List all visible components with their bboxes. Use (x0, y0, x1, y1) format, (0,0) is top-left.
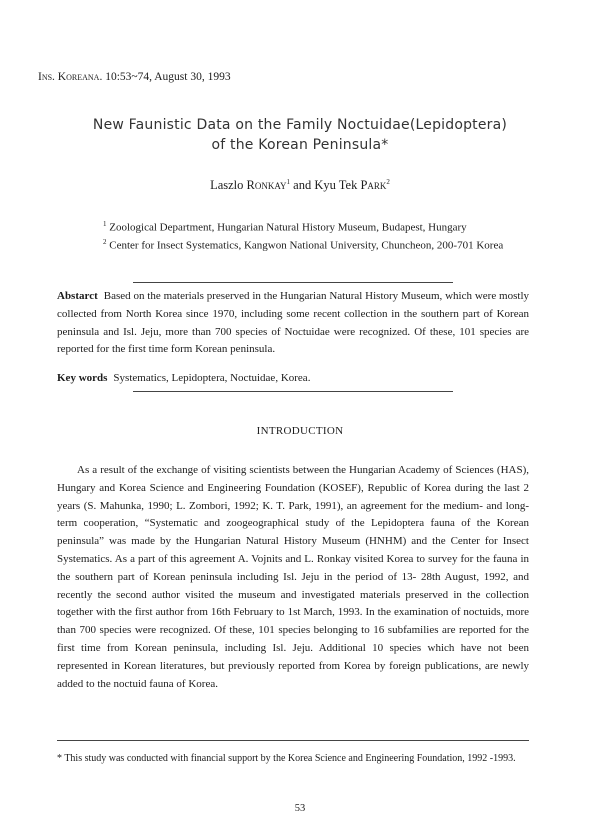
journal-citation (38, 71, 231, 83)
affiliation-2 (103, 238, 503, 252)
paper-title-line-2: of the Korean Peninsula* (211, 137, 389, 153)
author2-affiliation-mark: 2 (386, 178, 390, 186)
page-number: 53 (294, 803, 306, 814)
affiliation-2-text: Center for Insect Systematics, Kangwon National University, Chuncheon, 200-701 Korea (106, 239, 504, 252)
keywords-label: Key words (57, 372, 108, 384)
affiliation-2-mark: 2 (103, 238, 107, 246)
affiliation-1 (103, 220, 467, 234)
citation-details: 10:53~74, August 30, 1993 (102, 71, 231, 83)
introduction-paragraph: As a result of the exchange of visiting scientists between the Hungarian Academy of Sciences (HAS), Hungary and Korea Science and Engineering Foundation (KOSEF), Republic of Korea during the last 2 years (S. Mahunka, 1990; L. Zombori, 1992; K. T. Park, 1991), an agreement for the medium- and long-term cooperation, “Systematic and zoogeographical study of the Lepidoptera fauna of the Korean peninsula” was made by the Hungarian Natural History Museum (HNHM) and the Center for Insect Systematics. As a part of this agreement A. Vojnits and L. Ronkay visited Korea to survey for the fauna in the southern part of Korean peninsula including Isl. Jeju in the period of 13- 28th August, 1992, and recently the second author visited the museum and investigated materials preserved in the collection together with the first author from 16th February to 1st March, 1993. In the examination of noctuids, more than 700 species were recognized. Of these, 101 species belonging to 16 subfamilies are reported for the first time from Korean peninsula, including Isl. Jeju. Additional 10 species which have not been represented in Korean literatures, but previously reported from Korea by foreign publications, are newly added to the noctuid fauna of Korea. (57, 464, 529, 690)
author1-affiliation-mark: 1 (286, 178, 291, 186)
author2-surname: Park (360, 178, 387, 193)
abstract-top-rule (133, 282, 453, 283)
abstract-text: Based on the materials preserved in the Hungarian Natural History Museum, which were mostly collected from North Korea since 1970, including some recent collection in the southern part of Korean peninsula and Isl. Jeju, more than 700 species of Noctuidae were recognized. Of these, 101 species are reported for the first time form Korean peninsula. (57, 290, 529, 356)
section-heading-introduction: INTRODUCTION (256, 425, 344, 437)
affiliation-1-text: Zoological Department, Hungarian Natural History Museum, Budapest, Hungary (106, 221, 467, 234)
keywords-text: Systematics, Lepidoptera, Noctuidae, Korea. (113, 372, 311, 384)
affiliation-1-mark: 1 (103, 220, 107, 228)
author-conjunction: and Kyu Tek (290, 178, 361, 193)
abstract-label: Abstarct (57, 290, 98, 302)
keywords (57, 372, 310, 384)
footnote-rule (57, 740, 529, 741)
paper-title-line-1: New Faunistic Data on the Family Noctuidae(Lepidoptera) (92, 117, 508, 133)
author1-first-name: Laszlo (210, 178, 247, 193)
abstract (57, 288, 529, 359)
abstract-bottom-rule (133, 391, 453, 392)
author1-surname: Ronkay (246, 178, 287, 193)
author-list (0, 178, 600, 193)
journal-name: Ins. Koreana. (38, 71, 103, 83)
footnote: * This study was conducted with financial support by the Korea Science and Engineering Foundation, 1992 -1993. (57, 753, 516, 764)
